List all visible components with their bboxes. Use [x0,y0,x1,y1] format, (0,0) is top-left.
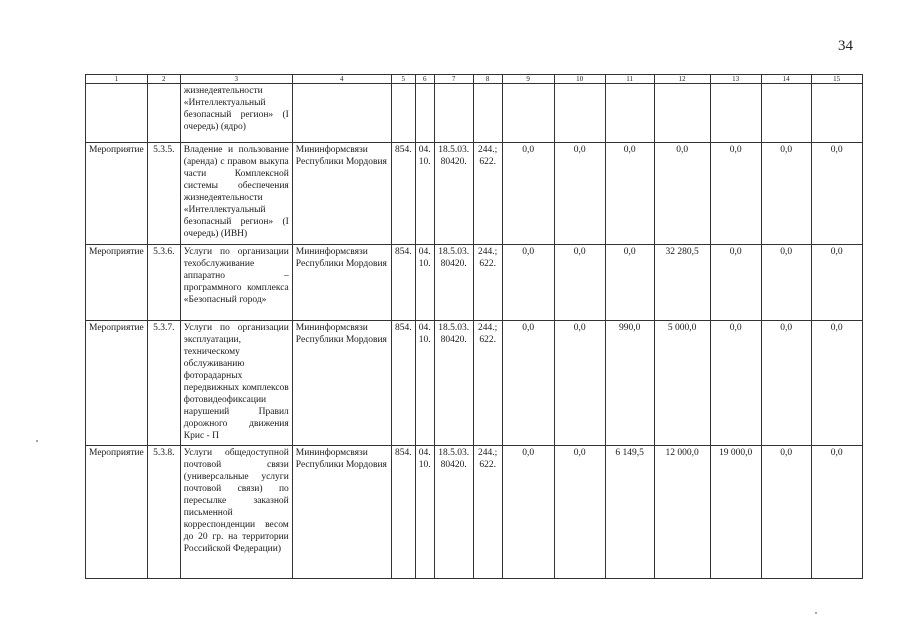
column-number: 15 [811,75,862,84]
table-row [86,245,863,321]
value-cell: 0,0 [811,446,862,579]
table-row [86,84,863,143]
value-cell [554,84,605,143]
row-number-cell: 5.3.7. [147,321,180,446]
code-cell: 854. [391,446,415,579]
value-cell: 0,0 [502,245,554,321]
activity-name-cell: Услуги общедоступной почтовой связи (универсальные услуги почтовой связи) по пересылке заказной письменной корреспонденции весом до 20 гр. на территории Российской Федерации) [180,446,292,579]
value-cell: 0,0 [502,143,554,245]
row-type-cell: Мероприятие [86,245,148,321]
value-cell: 0,0 [811,143,862,245]
table-row [86,143,863,245]
value-cell: 19 000,0 [710,446,761,579]
value-cell [605,84,654,143]
value-cell: 0,0 [554,446,605,579]
code-cell: 244.; 622. [473,143,502,245]
value-cell: 0,0 [502,321,554,446]
value-cell [654,84,710,143]
executor-cell [292,84,391,143]
row-number-cell: 5.3.5. [147,143,180,245]
column-number: 13 [710,75,761,84]
value-cell: 32 280,5 [654,245,710,321]
activity-name-cell: Услуги по организации техобслуживание аппаратно – программного комплекса «Безопасный город» [180,245,292,321]
column-number: 11 [605,75,654,84]
value-cell: 0,0 [554,143,605,245]
row-number-cell [147,84,180,143]
row-type-cell [86,84,148,143]
value-cell: 0,0 [605,245,654,321]
page-number: 34 [838,38,853,54]
column-number: 1 [86,75,148,84]
code-cell: 854. [391,143,415,245]
code-cell: 04. 10. [415,446,434,579]
code-cell: 04. 10. [415,321,434,446]
value-cell: 0,0 [554,245,605,321]
code-cell: 04. 10. [415,245,434,321]
activity-name-cell: Владение и пользование (аренда) с правом выкупа части Комплексной системы обеспечения жизнедеятельности «Интеллектуальный безопасный регион» (I очередь) (ИВН) [180,143,292,245]
column-number: 2 [147,75,180,84]
column-number: 12 [654,75,710,84]
code-cell: 18.5.03. 80420. [434,446,473,579]
column-number: 3 [180,75,292,84]
column-number: 6 [415,75,434,84]
value-cell [811,84,862,143]
value-cell [502,84,554,143]
value-cell: 0,0 [811,245,862,321]
value-cell: 0,0 [761,446,811,579]
code-cell: 244.; 622. [473,321,502,446]
row-number-cell: 5.3.8. [147,446,180,579]
value-cell: 0,0 [605,143,654,245]
value-cell [761,84,811,143]
code-cell: 854. [391,245,415,321]
row-type-cell: Мероприятие [86,446,148,579]
row-type-cell: Мероприятие [86,321,148,446]
column-number: 4 [292,75,391,84]
column-number: 9 [502,75,554,84]
code-cell [473,84,502,143]
executor-cell: Мининформсвязи Республики Мордовия [292,143,391,245]
value-cell: 0,0 [710,245,761,321]
value-cell: 0,0 [554,321,605,446]
code-cell [415,84,434,143]
value-cell: 0,0 [811,321,862,446]
value-cell: 6 149,5 [605,446,654,579]
column-number: 7 [434,75,473,84]
code-cell: 18.5.03. 80420. [434,245,473,321]
code-cell: 04. 10. [415,143,434,245]
code-cell: 244.; 622. [473,446,502,579]
scan-speck [815,612,817,614]
value-cell: 0,0 [761,321,811,446]
value-cell [710,84,761,143]
scan-speck [36,440,38,442]
value-cell: 0,0 [761,245,811,321]
value-cell: 0,0 [654,143,710,245]
code-cell: 854. [391,321,415,446]
value-cell: 0,0 [502,446,554,579]
executor-cell: Мининформсвязи Республики Мордовия [292,245,391,321]
value-cell: 0,0 [710,321,761,446]
value-cell: 0,0 [761,143,811,245]
code-cell [391,84,415,143]
code-cell: 18.5.03. 80420. [434,321,473,446]
value-cell: 0,0 [710,143,761,245]
code-cell [434,84,473,143]
value-cell: 5 000,0 [654,321,710,446]
column-number-row [86,75,863,84]
code-cell: 244.; 622. [473,245,502,321]
column-number: 14 [761,75,811,84]
table-row [86,446,863,579]
column-number: 10 [554,75,605,84]
row-number-cell: 5.3.6. [147,245,180,321]
code-cell: 18.5.03. 80420. [434,143,473,245]
value-cell: 990,0 [605,321,654,446]
column-number: 5 [391,75,415,84]
value-cell: 12 000,0 [654,446,710,579]
activity-name-cell: Услуги по организации эксплуатации, техническому обслуживанию фоторадарных передвижных комплексов фотовидеофиксации нарушений Правил дорожного движения Крис - П [180,321,292,446]
budget-table [85,74,863,579]
table-row [86,321,863,446]
executor-cell: Мининформсвязи Республики Мордовия [292,321,391,446]
column-number: 8 [473,75,502,84]
executor-cell: Мининформсвязи Республики Мордовия [292,446,391,579]
activity-name-cell: жизнедеятельности «Интеллектуальный безопасный регион» (I очередь) (ядро) [180,84,292,143]
row-type-cell: Мероприятие [86,143,148,245]
